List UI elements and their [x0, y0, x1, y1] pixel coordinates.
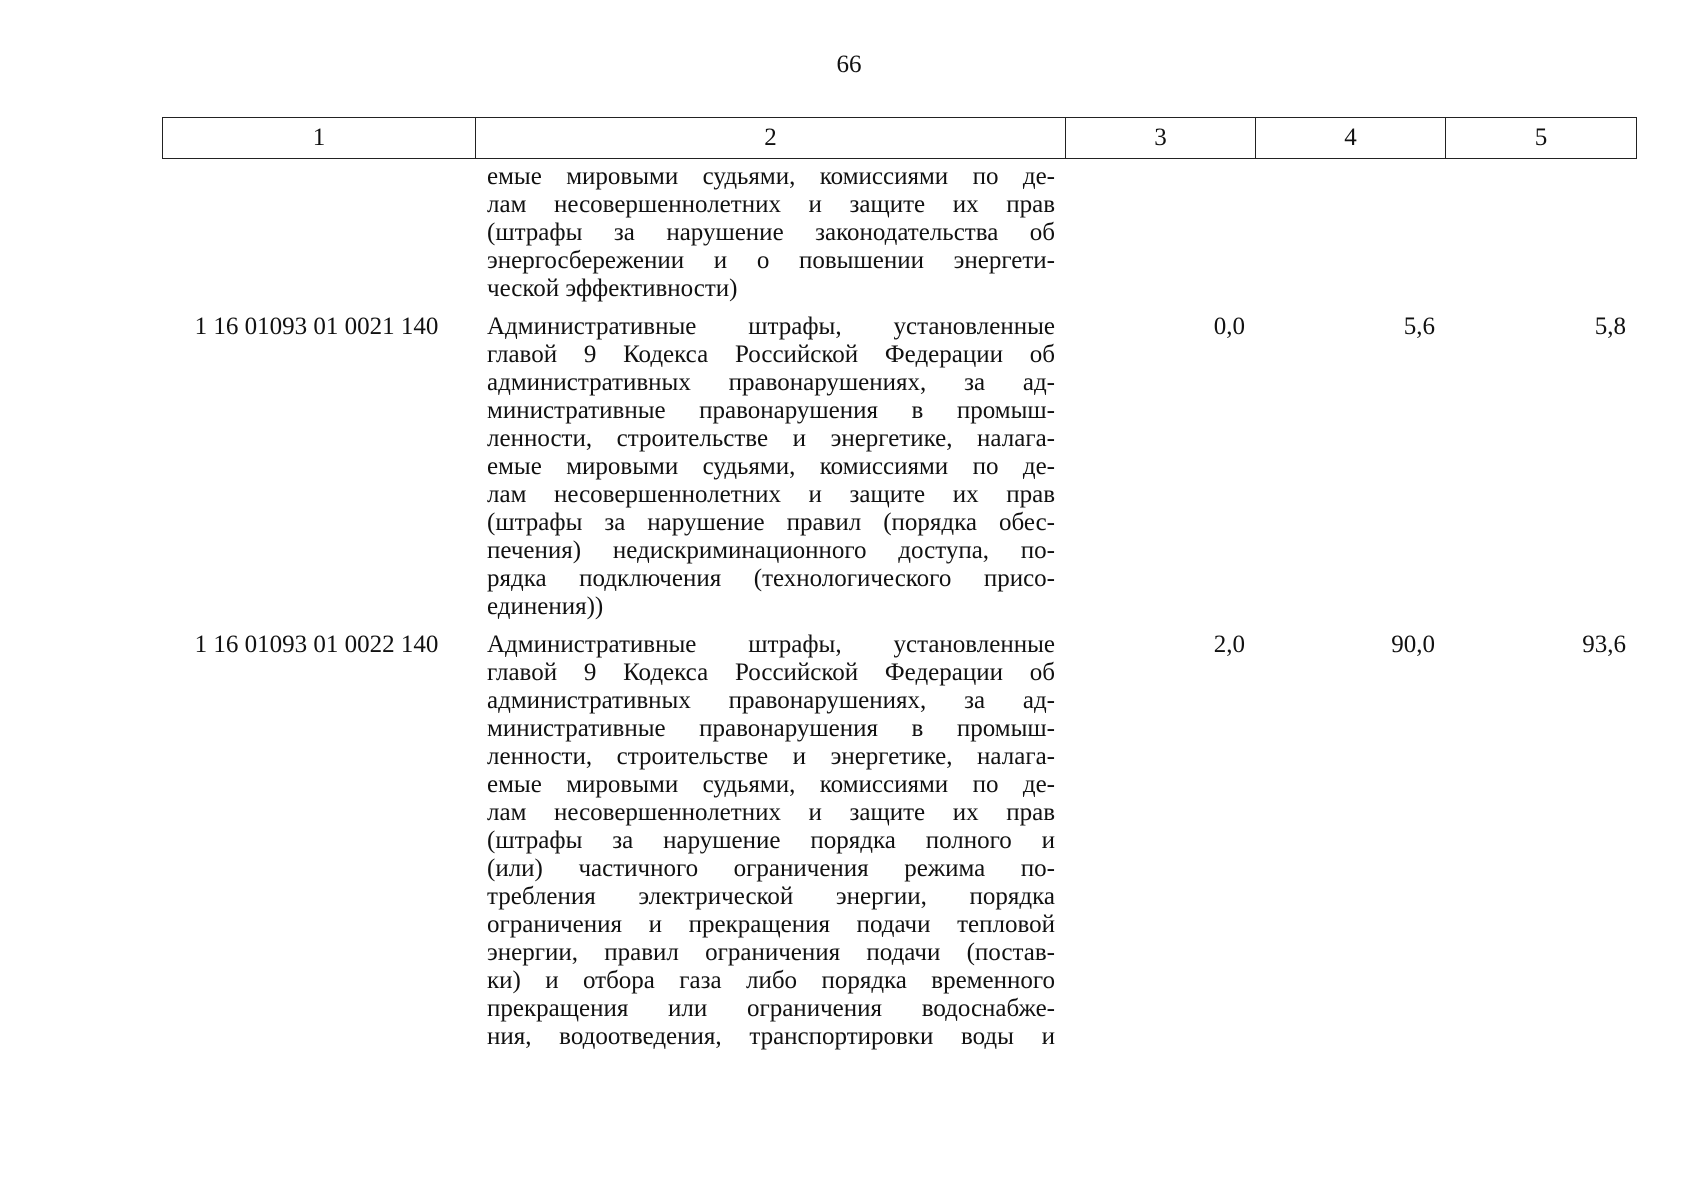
description-line: печения) недискриминационного доступа, по-	[487, 537, 1055, 564]
description-line: административных правонарушениях, за ад-	[487, 687, 1055, 714]
row-col5-value: 93,6	[1582, 631, 1626, 658]
description-line: (штрафы за нарушение правил (порядка обес-	[487, 509, 1055, 536]
description-line: емые мировыми судьями, комиссиями по де-	[487, 771, 1055, 798]
description-line: (штрафы за нарушение порядка полного и	[487, 827, 1055, 854]
description-line: рядка подключения (технологического присо-	[487, 565, 1055, 592]
row-col4-value: 90,0	[1391, 631, 1435, 658]
description-line: лам несовершеннолетних и защите их прав	[487, 191, 1055, 218]
row-description	[475, 631, 1065, 1051]
table-row	[162, 313, 1636, 621]
table-body	[162, 163, 1636, 1061]
row-col5-value	[1445, 163, 1636, 303]
column-header-4: 4	[1256, 118, 1446, 159]
description-line: ния, водоотведения, транспортировки воды и	[487, 1023, 1055, 1050]
column-header-row	[163, 118, 1637, 159]
description-line: ческой эффективности)	[487, 275, 738, 302]
table-row	[162, 631, 1636, 1051]
description-line: главой 9 Кодекса Российской Федерации об	[487, 341, 1055, 368]
column-header-5: 5	[1446, 118, 1637, 159]
description-line: Административные штрафы, установленные	[487, 313, 1055, 340]
row-col3-value	[1065, 163, 1255, 303]
description-line: ленности, строительстве и энергетике, налага-	[487, 425, 1055, 452]
table-row	[162, 163, 1636, 303]
description-line: ки) и отбора газа либо порядка временного	[487, 967, 1055, 994]
row-description	[475, 163, 1065, 303]
description-line: прекращения или ограничения водоснабже-	[487, 995, 1055, 1022]
row-code: 1 16 01093 01 0022 140	[194, 631, 439, 658]
description-line: лам несовершеннолетних и защите их прав	[487, 799, 1055, 826]
description-line: энергии, правил ограничения подачи (постав-	[487, 939, 1055, 966]
description-line: емые мировыми судьями, комиссиями по де-	[487, 163, 1055, 190]
row-col3-value: 2,0	[1213, 631, 1245, 658]
description-line: (штрафы за нарушение законодательства об	[487, 219, 1055, 246]
row-code: 1 16 01093 01 0021 140	[194, 313, 439, 340]
description-line: (или) частичного ограничения режима по-	[487, 855, 1055, 882]
row-col4-value	[1255, 163, 1445, 303]
page-number: 66	[836, 51, 862, 78]
description-line: министративные правонарушения в промыш-	[487, 397, 1055, 424]
description-line: ленности, строительстве и энергетике, налага-	[487, 743, 1055, 770]
description-line: ограничения и прекращения подачи тепловой	[487, 911, 1055, 938]
description-line: требления электрической энергии, порядка	[487, 883, 1055, 910]
row-description	[475, 313, 1065, 621]
row-code	[162, 163, 475, 303]
description-line: главой 9 Кодекса Российской Федерации об	[487, 659, 1055, 686]
row-col4-value: 5,6	[1403, 313, 1435, 340]
description-line: министративные правонарушения в промыш-	[487, 715, 1055, 742]
description-line: Административные штрафы, установленные	[487, 631, 1055, 658]
description-line: емые мировыми судьями, комиссиями по де-	[487, 453, 1055, 480]
row-col5-value: 5,8	[1594, 313, 1626, 340]
column-header-2: 2	[476, 118, 1066, 159]
description-line: административных правонарушениях, за ад-	[487, 369, 1055, 396]
description-line: лам несовершеннолетних и защите их прав	[487, 481, 1055, 508]
column-header-1: 1	[163, 118, 476, 159]
column-header-table	[162, 117, 1637, 159]
description-line: единения))	[487, 593, 604, 620]
column-header-3: 3	[1066, 118, 1256, 159]
description-line: энергосбережении и о повышении энергети-	[487, 247, 1055, 274]
row-col3-value: 0,0	[1213, 313, 1245, 340]
